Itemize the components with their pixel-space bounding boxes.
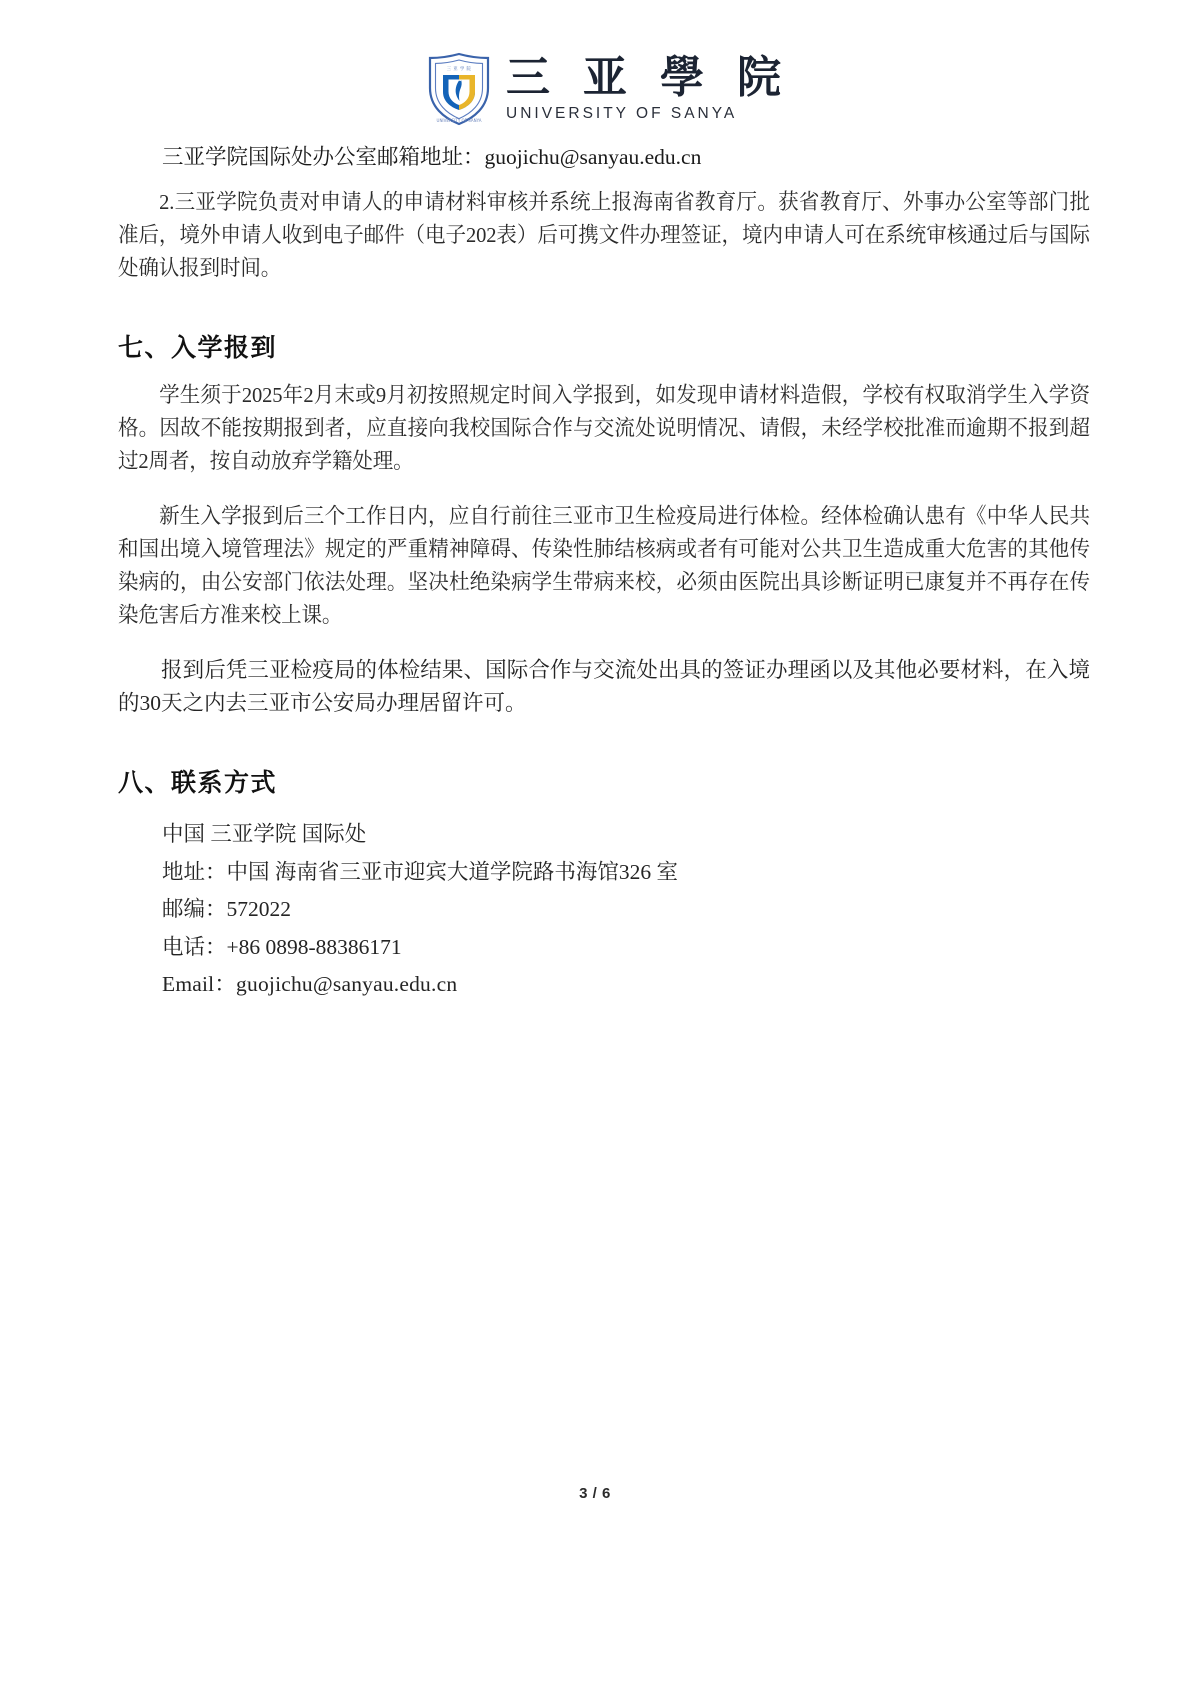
contact-organization: 中国 三亚学院 国际处 bbox=[162, 822, 367, 846]
paragraph-enrollment-deadline: 学生须于2025年2月末或9月初按照规定时间入学报到，如发现申请材料造假，学校有权取消学生入学资格。因故不能按期报到者，应直接向我校国际合作与交流处说明情况、请假，未经学校批准而逾期不报到超过2周者，按自动放弃学籍处理。 bbox=[118, 383, 1090, 473]
svg-text:三 亚 学 院: 三 亚 学 院 bbox=[446, 67, 472, 72]
contact-address: 地址：中国 海南省三亚市迎宾大道学院路书海馆326 室 bbox=[162, 859, 679, 884]
paragraph-application-review: 2.三亚学院负责对申请人的申请材料审核并系统上报海南省教育厅。获省教育厅、外事办公室等部门批准后，境外申请人收到电子邮件（电子202表）后可携文件办理签证，境内申请人可在系统审核通过后与国际处确认报到时间。 bbox=[118, 190, 1090, 280]
document-body bbox=[118, 142, 1090, 1004]
contact-email: Email：guojichu@sanyau.edu.cn bbox=[162, 972, 458, 996]
contact-phone: 电话：+86 0898-88386171 bbox=[162, 934, 402, 959]
sanya-university-crest-icon bbox=[426, 52, 492, 126]
svg-text:UNIVERSITY OF SANYA: UNIVERSITY OF SANYA bbox=[436, 118, 482, 123]
international-office-email-line: 三亚学院国际处办公室邮箱地址：guojichu@sanyau.edu.cn bbox=[162, 145, 702, 169]
wordmark-english: UNIVERSITY OF SANYA bbox=[506, 104, 738, 122]
heading-section-eight: 八、联系方式 bbox=[118, 768, 278, 797]
heading-section-seven: 七、入学报到 bbox=[118, 333, 278, 362]
wordmark-chinese: 三 亚 學 院 bbox=[506, 53, 792, 103]
paragraph-residence-permit: 报到后凭三亚检疫局的体检结果、国际合作与交流处出具的签证办理函以及其他必要材料，在入境的30天之内去三亚市公安局办理居留许可。 bbox=[118, 658, 1090, 715]
contact-postcode: 邮编：572022 bbox=[162, 897, 292, 921]
paragraph-health-examination: 新生入学报到后三个工作日内，应自行前往三亚市卫生检疫局进行体检。经体检确认患有《中华人民共和国出境入境管理法》规定的严重精神障碍、传染性肺结核病或者有可能对公共卫生造成重大危害的其他传染病的，由公安部门依法处理。坚决杜绝染病学生带病来校，必须由医院出具诊断证明已康复并不再存在传染危害后方准来校上课。 bbox=[118, 504, 1090, 627]
page-number-footer: 3 / 6 bbox=[579, 1485, 611, 1502]
contact-information-list bbox=[162, 816, 1090, 1004]
university-logo bbox=[0, 52, 1190, 126]
